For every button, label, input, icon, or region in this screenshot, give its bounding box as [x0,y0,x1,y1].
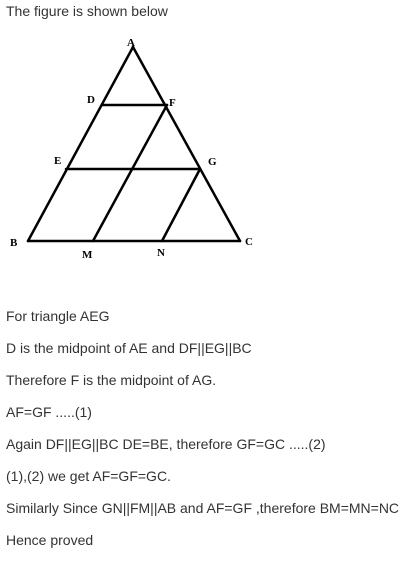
side-ab [28,47,133,241]
triangle-figure [0,28,260,268]
label-e: E [54,155,62,167]
intro-text: The figure is shown below [6,3,168,19]
solution-line: Therefore F is the midpoint of AG. [6,372,217,388]
solution-line: Similarly Since GN||FM||AB and AF=GF ,therefore BM=MN=NC [6,500,400,516]
segment-fm [93,105,167,241]
label-c: C [245,236,253,248]
solution-line: AF=GF .....(1) [6,404,92,420]
solution-line: D is the midpoint of AE and DF||EG||BC [6,340,252,356]
side-ac [133,47,240,241]
label-g: G [208,156,217,168]
label-b: B [10,237,18,249]
label-m: M [82,249,93,261]
label-f: F [169,97,176,109]
solution-line: Hence proved [6,532,94,548]
label-d: D [87,94,95,106]
solution-line: For triangle AEG [6,308,110,324]
label-a: A [127,37,135,49]
solution-line: Again DF||EG||BC DE=BE, therefore GF=GC .....(2) [6,436,326,452]
label-n: N [157,247,165,259]
solution-line: (1),(2) we get AF=GF=GC. [6,468,171,484]
segment-gn [162,169,200,241]
